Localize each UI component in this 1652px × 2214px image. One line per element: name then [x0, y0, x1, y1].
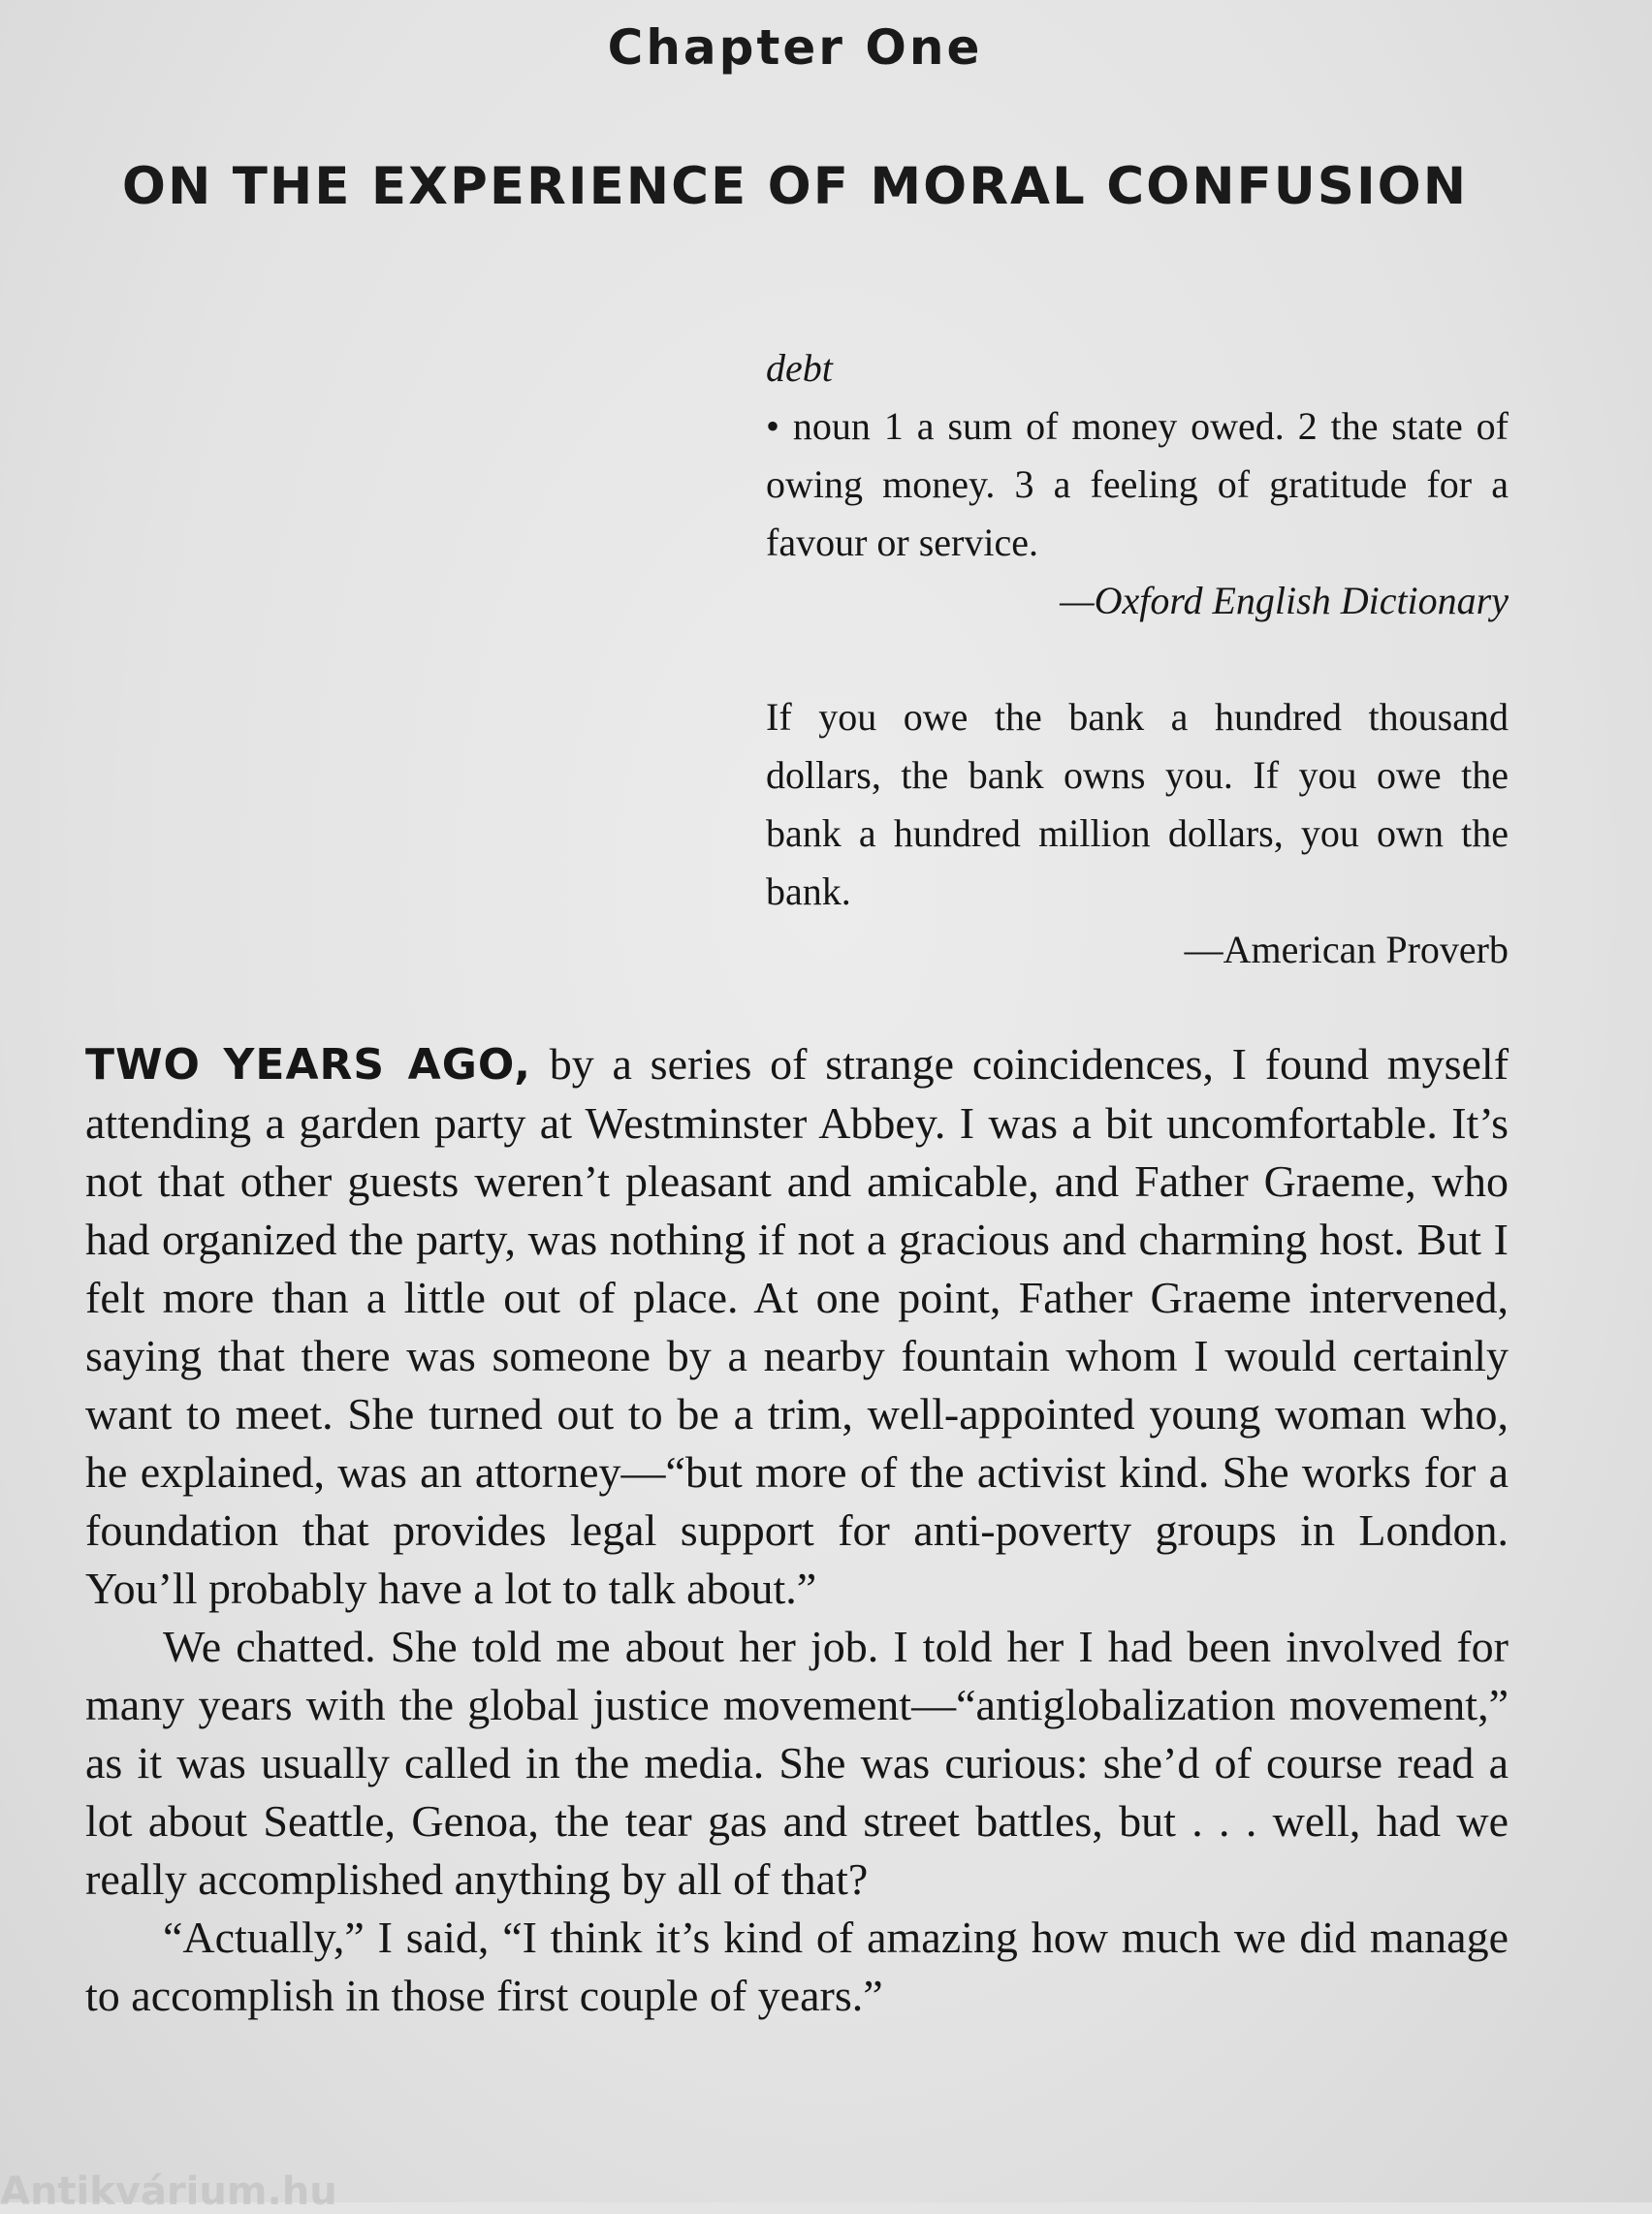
epigraph-quote: If you owe the bank a hundred thousand dollars, the bank owns you. If you owe the bank a hundred million dollars, you own the bank. — [766, 695, 1509, 913]
paragraph-text: by a series of strange coincidences, I found myself attending a garden party at Westminster Abbey. I was a bit uncomfortable. It’s not that other guests weren’t pleasant and amicable, and Father Graeme, who had organized the party, was nothing if not a gracious and charming host. But I felt more than a little out of place. At one point, Father Graeme intervened, saying that there was someone by a nearby fountain whom I would certainly want to meet. She turned out to be a trim, well-appointed young woman who, he explained, was an attorney—“but more of the activist kind. She works for a foundation that provides legal support for anti-poverty groups in London. You’ll probably have a lot to talk about.” — [85, 1039, 1509, 1613]
body-paragraph: “Actually,” I said, “I think it’s kind of amazing how much we did manage to accomplish in those first couple of years.” — [85, 1913, 1509, 2020]
body-paragraph — [85, 1035, 1509, 1618]
epigraph-headword: debt — [766, 346, 833, 390]
chapter-label: Chapter One — [607, 19, 983, 76]
epigraph-definition: • noun 1 a sum of money owed. 2 the state of owing money. 3 a feeling of gratitude for a favour or service. — [766, 404, 1509, 564]
lead-in: TWO YEARS AGO, — [85, 1040, 531, 1090]
watermark: Antikvárium.hu — [0, 2169, 337, 2214]
epigraph-source: —Oxford English Dictionary — [1060, 579, 1509, 622]
chapter-title: ON THE EXPERIENCE OF MORAL CONFUSION — [121, 157, 1469, 216]
epigraph-source: —American Proverb — [1184, 928, 1509, 971]
chapter-body — [85, 1035, 1509, 2025]
body-paragraph: We chatted. She told me about her job. I told her I had been involved for many years with the global justice movement—“antiglobalization movement,” as it was usually called in the media. She was curious: she’d of course read a lot about Seattle, Genoa, the tear gas and street battles, but . . . well, had we really accomplished anything by all of that? — [85, 1622, 1509, 1904]
epigraphs — [766, 339, 1509, 979]
epigraph-proverb — [766, 688, 1509, 979]
epigraph-dictionary — [766, 339, 1509, 630]
